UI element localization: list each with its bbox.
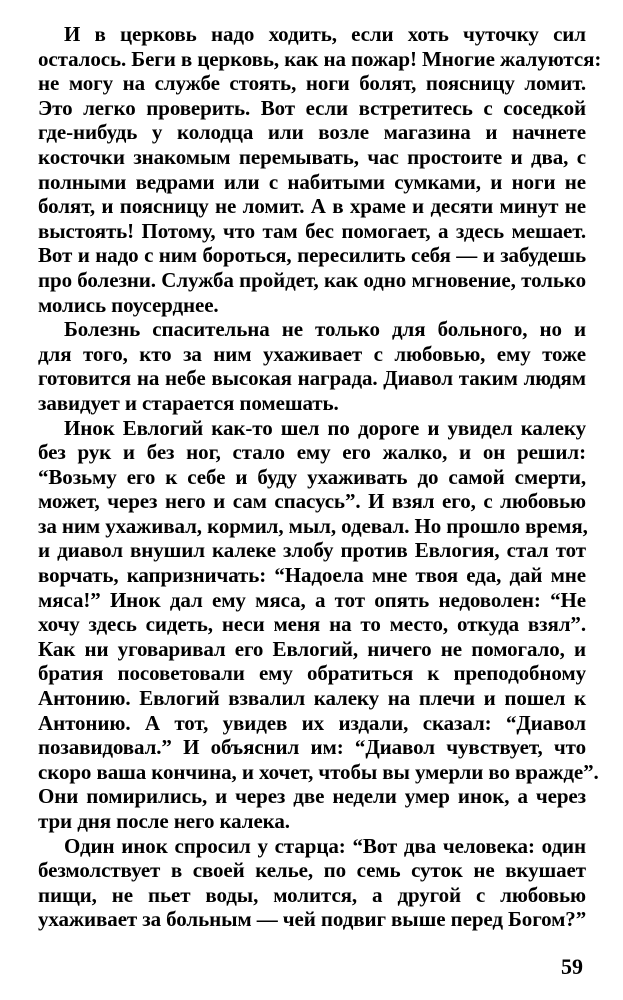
text-line: скоро ваша кончина, и хочет, чтобы вы умерли во вражде”. bbox=[38, 759, 599, 784]
text-line: Антонию. Евлогий взвалил калеку на плечи и пошел к bbox=[38, 686, 586, 711]
text-line: для того, кто за ним ухаживает с любовью, ему тоже bbox=[38, 341, 586, 366]
text-line: ворчать, капризничать: “Надоела мне твоя еда, дай мне bbox=[38, 563, 586, 588]
text-line: Инок Евлогий как-то шел по дороге и увидел калеку bbox=[64, 415, 586, 440]
text-line: ухаживает за больным — чей подвиг выше перед Богом?” bbox=[38, 907, 587, 932]
text-line: братия посоветовали ему обратиться к преподобному bbox=[38, 661, 586, 686]
text-line: за ним ухаживал, кормил, мыл, одевал. Но прошло время, bbox=[38, 513, 588, 538]
text-line: осталось. Беги в церковь, как на пожар! Многие жалуются: bbox=[38, 46, 602, 71]
text-line: молись поусерднее. bbox=[38, 292, 219, 317]
text-line: болят, и поясницу не ломит. А в храме и десяти минут не bbox=[38, 194, 586, 219]
text-line: косточки знакомым перемывать, час простоите и два, с bbox=[38, 144, 586, 169]
text-line: мяса!” Инок дал ему мяса, а тот опять недоволен: “Не bbox=[38, 587, 586, 612]
text-line: без рук и без ног, стало ему его жалко, и он решил: bbox=[38, 440, 586, 465]
text-line: Болезнь спасительна не только для больного, но и bbox=[64, 317, 586, 342]
text-line: хочу здесь сидеть, неси меня на то место, откуда взял”. bbox=[38, 612, 586, 637]
text-line: завидует и старается помешать. bbox=[38, 390, 339, 415]
text-line: Один инок спросил у старца: “Вот два человека: один bbox=[64, 833, 586, 858]
text-line: выстоять! Потому, что там бес помогает, а здесь мешает. bbox=[38, 218, 586, 243]
text-line: Это легко проверить. Вот если встретитесь с соседкой bbox=[38, 95, 586, 120]
text-line: три дня после него калека. bbox=[38, 809, 290, 833]
text-line: и диавол внушил калеке злобу против Евлогия, стал тот bbox=[38, 538, 586, 563]
text-line: не могу на службе стоять, ноги болят, поясницу ломит. bbox=[38, 71, 586, 96]
text-line: Они помирились, и через две недели умер инок, а через bbox=[38, 784, 586, 809]
text-line: пищи, не пьет воды, молится, а другой с любовью bbox=[38, 882, 586, 907]
text-line: И в церковь надо ходить, если хоть чуточку сил bbox=[64, 22, 586, 46]
text-line: позавидовал.” И объяснил им: “Диавол чувствует, что bbox=[38, 735, 586, 760]
text-line: безмолствует в своей келье, по семь суток не вкушает bbox=[38, 858, 586, 883]
text-line: Как ни уговаривал его Евлогий, ничего не помогало, и bbox=[38, 636, 586, 661]
text-line: Вот и надо с ним бороться, пересилить себя — и забудешь bbox=[38, 243, 586, 268]
body-text bbox=[38, 22, 602, 932]
text-line: про болезни. Служба пройдет, как одно мгновение, только bbox=[38, 267, 586, 292]
text-line: может, через него и сам спасусь”. И взял его, с любовью bbox=[38, 489, 586, 514]
text-line: полными ведрами или с набитыми сумками, и ноги не bbox=[38, 169, 586, 194]
text-line: где-нибудь у колодца или возле магазина и начнете bbox=[38, 120, 586, 145]
page-number: 59 bbox=[561, 954, 583, 979]
text-line: “Возьму его к себе и буду ухаживать до самой смерти, bbox=[38, 464, 586, 489]
text-line: готовится на небе высокая награда. Диавол таким людям bbox=[38, 366, 586, 391]
text-line: Антонию. А тот, увидев их издали, сказал: “Диавол bbox=[38, 710, 586, 735]
